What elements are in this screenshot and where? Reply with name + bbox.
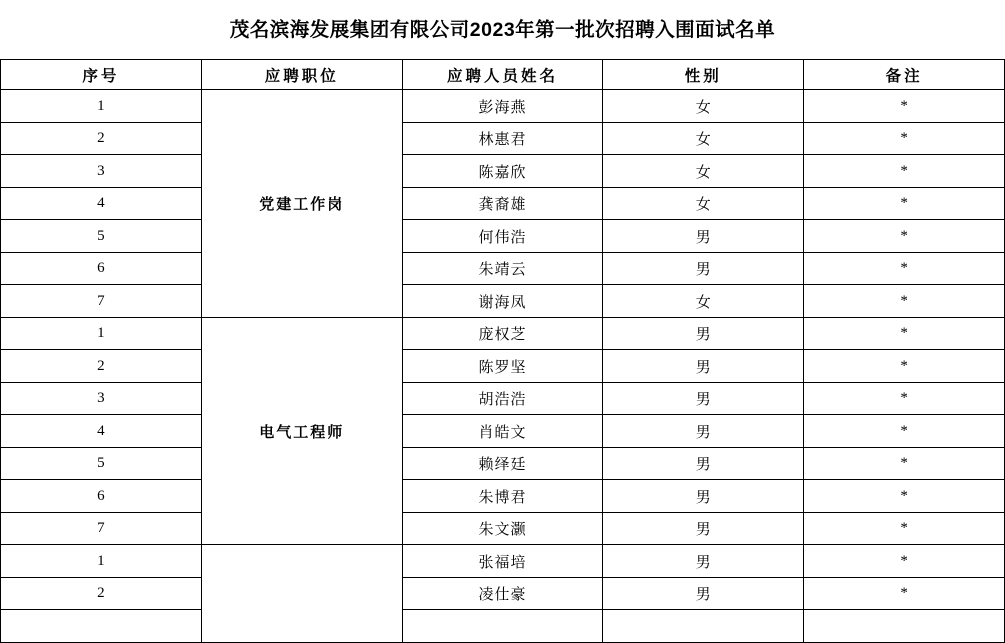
cell-name: 朱靖云: [402, 252, 603, 285]
cell-remark: *: [804, 285, 1005, 318]
cell-gender: 男: [603, 252, 804, 285]
table-row: [1, 220, 1005, 253]
column-header-gender: 性别: [603, 60, 804, 90]
cell-remark: *: [804, 122, 1005, 155]
table-row: [1, 447, 1005, 480]
table-row: [1, 285, 1005, 318]
column-header-index: 序号: [1, 60, 202, 90]
cell-index: 7: [1, 512, 202, 545]
table-row: [1, 545, 1005, 578]
cell-remark: *: [804, 415, 1005, 448]
cell-name: [402, 610, 603, 643]
cell-index: 2: [1, 577, 202, 610]
cell-index: 7: [1, 285, 202, 318]
cell-index: 2: [1, 122, 202, 155]
table-row: [1, 317, 1005, 350]
cell-index: 3: [1, 382, 202, 415]
cell-name: 肖皓文: [402, 415, 603, 448]
cell-gender: 男: [603, 545, 804, 578]
cell-remark: *: [804, 480, 1005, 513]
cell-gender: 女: [603, 285, 804, 318]
cell-name: 胡浩浩: [402, 382, 603, 415]
table-row-partial: [1, 610, 1005, 643]
cell-name: 陈罗坚: [402, 350, 603, 383]
cell-remark: *: [804, 220, 1005, 253]
column-header-position: 应聘职位: [201, 60, 402, 90]
cell-name: 陈嘉欣: [402, 155, 603, 188]
table-row: [1, 480, 1005, 513]
cell-name: 朱文灏: [402, 512, 603, 545]
cell-remark: *: [804, 577, 1005, 610]
cell-remark: [804, 610, 1005, 643]
cell-name: 龚裔雄: [402, 187, 603, 220]
cell-index: 5: [1, 220, 202, 253]
cell-gender: [603, 610, 804, 643]
column-header-remark: 备注: [804, 60, 1005, 90]
cell-position: 党建工作岗: [201, 90, 402, 318]
cell-position: [201, 545, 402, 643]
page-title: 茂名滨海发展集团有限公司2023年第一批次招聘入围面试名单: [229, 19, 776, 41]
cell-index: 1: [1, 545, 202, 578]
column-header-name: 应聘人员姓名: [402, 60, 603, 90]
cell-remark: *: [804, 187, 1005, 220]
interview-shortlist-table: [0, 59, 1005, 643]
cell-remark: *: [804, 382, 1005, 415]
table-row: [1, 382, 1005, 415]
cell-gender: 女: [603, 155, 804, 188]
cell-name: 谢海凤: [402, 285, 603, 318]
cell-remark: *: [804, 90, 1005, 123]
cell-index: 1: [1, 317, 202, 350]
cell-index: 5: [1, 447, 202, 480]
table-header-row: [1, 60, 1005, 90]
cell-gender: 男: [603, 220, 804, 253]
cell-index: 4: [1, 187, 202, 220]
table-row: [1, 187, 1005, 220]
cell-gender: 男: [603, 577, 804, 610]
cell-remark: *: [804, 155, 1005, 188]
cell-gender: 男: [603, 317, 804, 350]
cell-index: 3: [1, 155, 202, 188]
table-row: [1, 90, 1005, 123]
cell-gender: 女: [603, 187, 804, 220]
cell-remark: *: [804, 252, 1005, 285]
cell-gender: 男: [603, 480, 804, 513]
cell-index: 4: [1, 415, 202, 448]
cell-gender: 男: [603, 415, 804, 448]
cell-gender: 女: [603, 90, 804, 123]
cell-name: 何伟浩: [402, 220, 603, 253]
cell-name: 朱博君: [402, 480, 603, 513]
cell-position: 电气工程师: [201, 317, 402, 545]
table-row: [1, 577, 1005, 610]
cell-gender: 男: [603, 350, 804, 383]
cell-name: 彭海燕: [402, 90, 603, 123]
cell-remark: *: [804, 350, 1005, 383]
cell-remark: *: [804, 317, 1005, 350]
cell-name: 赖绎廷: [402, 447, 603, 480]
table-row: [1, 122, 1005, 155]
cell-gender: 男: [603, 447, 804, 480]
cell-name: 凌仕豪: [402, 577, 603, 610]
table-row: [1, 155, 1005, 188]
table-row: [1, 415, 1005, 448]
cell-name: 庞权芝: [402, 317, 603, 350]
cell-name: 林惠君: [402, 122, 603, 155]
cell-index: 6: [1, 252, 202, 285]
table-row: [1, 252, 1005, 285]
cell-name: 张福培: [402, 545, 603, 578]
cell-remark: *: [804, 545, 1005, 578]
cell-gender: 女: [603, 122, 804, 155]
table-row: [1, 512, 1005, 545]
cell-gender: 男: [603, 382, 804, 415]
cell-index: 6: [1, 480, 202, 513]
cell-index: 2: [1, 350, 202, 383]
cell-index: [1, 610, 202, 643]
cell-index: 1: [1, 90, 202, 123]
cell-remark: *: [804, 512, 1005, 545]
cell-remark: *: [804, 447, 1005, 480]
table-row: [1, 350, 1005, 383]
cell-gender: 男: [603, 512, 804, 545]
